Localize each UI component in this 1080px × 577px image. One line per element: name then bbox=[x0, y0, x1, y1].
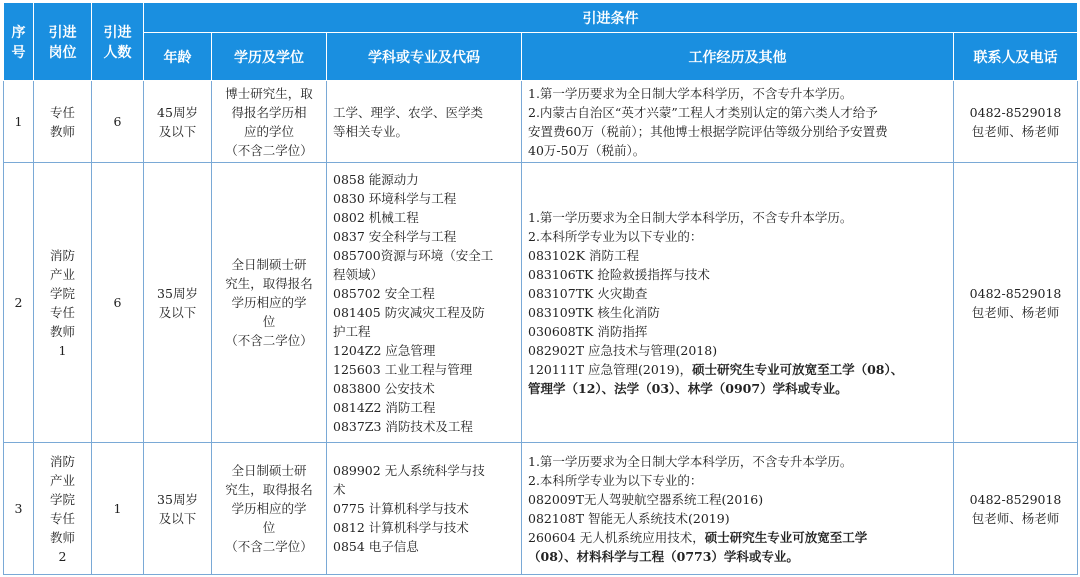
table-row bbox=[4, 163, 1078, 443]
header-edu: 学历及学位 bbox=[212, 33, 327, 81]
header-post: 引进岗位 bbox=[34, 3, 92, 81]
table-row bbox=[4, 443, 1078, 575]
header-seq: 序号 bbox=[4, 3, 34, 81]
cell-post: 专任 教师 bbox=[34, 81, 92, 163]
table-row bbox=[4, 81, 1078, 163]
cell-major: 0858 能源动力 0830 环境科学与工程 0802 机械工程 0837 安全科学与工程 085700资源与环境（安全工 程领域） 085702 安全工程 081405 防灾减灾工程及防 护工程 1204Z2 应急管理 125603 工业工程与管理 083800 公安技术 0814Z2 消防工程 0837Z3 消防技术及工程 bbox=[327, 163, 522, 443]
cell-edu: 博士研究生，取 得报名学历相 应的学位 （不含二学位） bbox=[212, 81, 327, 163]
cell-post: 消防 产业 学院 专任 教师 1 bbox=[34, 163, 92, 443]
cell-major: 089902 无人系统科学与技 术 0775 计算机科学与技术 0812 计算机科学与技术 0854 电子信息 bbox=[327, 443, 522, 575]
cell-age: 35周岁 及以下 bbox=[144, 163, 212, 443]
cell-exp: 1.第一学历要求为全日制大学本科学历，不含专升本学历。 2.本科所学专业为以下专业的： 083102K 消防工程 083106TK 抢险救援指挥与技术 083107TK 火灾勘查 083109TK 核生化消防 030608TK 消防指挥 082902T 应急技术与管理(2018) 120111T 应急管理(2019)，硕士研究生专业可放宽至工学（08）、 管理学（12）、法学（03）、林学（0907）学科或专业。 bbox=[522, 163, 954, 443]
cell-seq: 1 bbox=[4, 81, 34, 163]
cell-age: 35周岁 及以下 bbox=[144, 443, 212, 575]
cell-seq: 3 bbox=[4, 443, 34, 575]
cell-count: 6 bbox=[92, 81, 144, 163]
cell-age: 45周岁 及以下 bbox=[144, 81, 212, 163]
cell-edu: 全日制硕士研 究生，取得报名 学历相应的学 位 （不含二学位） bbox=[212, 443, 327, 575]
cell-exp: 1.第一学历要求为全日制大学本科学历，不含专升本学历。 2.内蒙古自治区“英才兴蒙”工程人才类别认定的第六类人才给予 安置费60万（税前）；其他博士根据学院评估等级分别给予安置费 40万-50万（税前）。 bbox=[522, 81, 954, 163]
header-conditions: 引进条件 bbox=[144, 3, 1078, 33]
recruitment-table bbox=[3, 2, 1078, 575]
cell-contact: 0482-8529018 包老师、杨老师 bbox=[954, 443, 1078, 575]
header-major: 学科或专业及代码 bbox=[327, 33, 522, 81]
cell-count: 1 bbox=[92, 443, 144, 575]
header-count: 引进人数 bbox=[92, 3, 144, 81]
cell-major: 工学、理学、农学、医学类 等相关专业。 bbox=[327, 81, 522, 163]
cell-post: 消防 产业 学院 专任 教师 2 bbox=[34, 443, 92, 575]
header-exp: 工作经历及其他 bbox=[522, 33, 954, 81]
cell-seq: 2 bbox=[4, 163, 34, 443]
header-contact: 联系人及电话 bbox=[954, 33, 1078, 81]
cell-edu: 全日制硕士研 究生，取得报名 学历相应的学 位 （不含二学位） bbox=[212, 163, 327, 443]
cell-exp: 1.第一学历要求为全日制大学本科学历，不含专升本学历。 2.本科所学专业为以下专业的： 082009T无人驾驶航空器系统工程(2016) 082108T 智能无人系统技术(2019) 260604 无人机系统应用技术，硕士研究生专业可放宽至工学 （08）、材料科学与工程（0773）学科或专业。 bbox=[522, 443, 954, 575]
cell-count: 6 bbox=[92, 163, 144, 443]
cell-contact: 0482-8529018 包老师、杨老师 bbox=[954, 81, 1078, 163]
header-age: 年龄 bbox=[144, 33, 212, 81]
cell-contact: 0482-8529018 包老师、杨老师 bbox=[954, 163, 1078, 443]
